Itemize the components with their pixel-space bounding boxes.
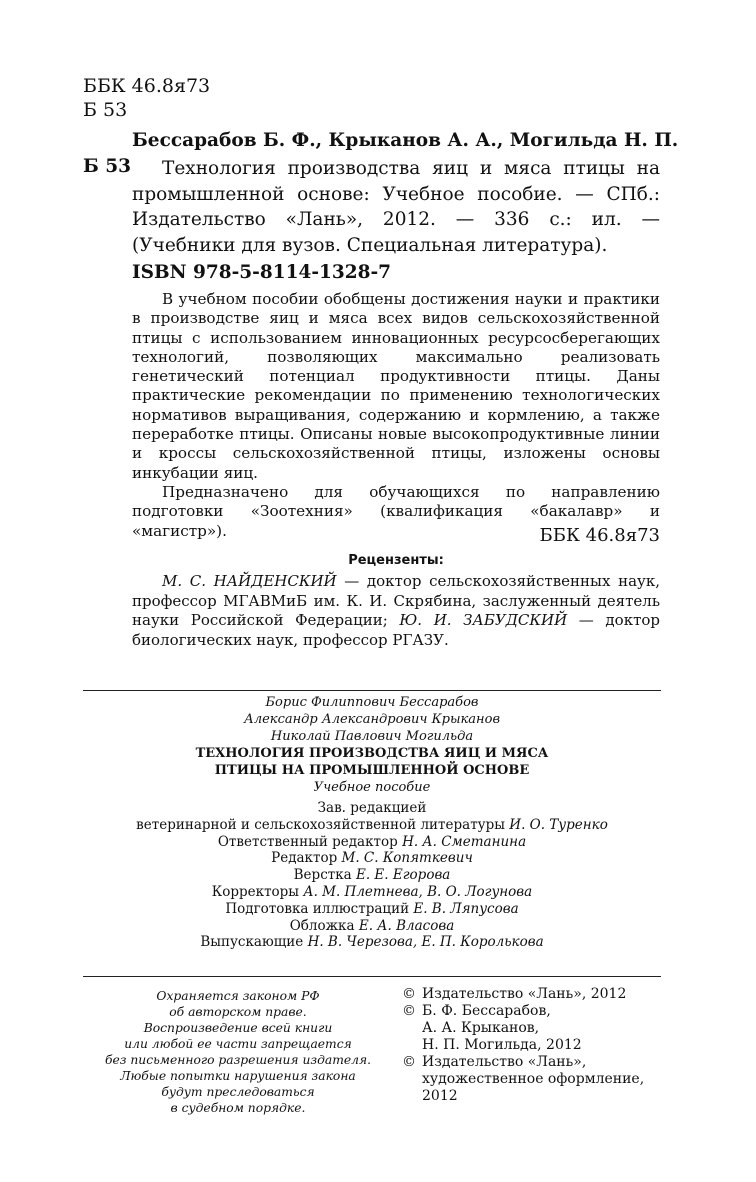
credit-line: Подготовка иллюстраций Е. В. Ляпусова <box>225 900 519 917</box>
credit-line: Ответственный редактор Н. А. Сметанина <box>217 833 527 850</box>
copyright-block <box>402 986 692 1105</box>
imprint-author: Борис Филиппович Бессарабов <box>265 695 479 710</box>
author-mark-left: Б 53 <box>83 156 131 177</box>
copyright-icon: © <box>402 986 416 1002</box>
credits-block <box>83 800 661 951</box>
annotation-paragraph: Предназначено для обучающихся по направлению подготовки «Зоотехния» (квалификация «бакалавр» и «магистр»). <box>132 482 660 540</box>
legal-line: будут преследоваться <box>161 1085 315 1099</box>
authors-heading: Бессарабов Б. Ф., Крыканов А. А., Могильда Н. П. <box>132 130 679 151</box>
reviewer-1-name: М. С. НАЙДЕНСКИЙ <box>162 572 337 590</box>
copyright-line: 2012 <box>422 1088 458 1104</box>
bibliography-text: Технология производства яиц и мяса птицы на промышленной основе: Учебное пособие. — СПб.: Издательство «Лань», 2012. — 336 с.: ил. — (Учебники для вузов. Специальная литература). <box>132 158 660 256</box>
legal-line: без письменного разрешения издателя. <box>104 1053 372 1067</box>
credit-line: Обложка Е. А. Власова <box>289 917 455 934</box>
imprint-title-line: ТЕХНОЛОГИЯ ПРОИЗВОДСТВА ЯИЦ И МЯСА <box>195 746 549 761</box>
copyright-line: Издательство «Лань», 2012 <box>422 986 627 1002</box>
annotation-paragraph: В учебном пособии обобщены достижения науки и практики в производстве яиц и мяса всех видов сельскохозяйственной птицы с использованием инновационных ресурсосберегающих технологий, позволяющих максимально реализовать генетический потенциал продуктивности птицы. Даны практические рекомендации по применению технологических нормативов выращивания, содержанию и кормлению, а также переработке птицы. Описаны новые высокопродуктивные линии и кроссы сельскохозяйственной птицы, изложены основы инкубации яиц. <box>132 290 660 482</box>
legal-line: Любые попытки нарушения закона <box>120 1069 356 1083</box>
legal-line: Воспроизведение всей книги <box>143 1021 333 1035</box>
bbk-header <box>83 74 210 122</box>
legal-notice <box>83 988 393 1116</box>
bbk-code-bottom: ББК 46.8я73 <box>539 525 660 546</box>
credit-line: Редактор М. С. Копяткевич <box>271 850 473 867</box>
imprint-block <box>83 694 661 796</box>
copyright-line: Издательство «Лань», <box>422 1054 587 1070</box>
bibliographic-description <box>132 156 660 258</box>
imprint-author: Николай Павлович Могильда <box>270 729 474 744</box>
copyright-line: Н. П. Могильда, 2012 <box>422 1037 582 1053</box>
reviewer-1-desc: — доктор сельскохозяйственных наук, профессор МГАВМиБ им. К. И. Скрябина, заслуженный деятель науки Российской Федерации; <box>132 572 660 629</box>
legal-line: об авторском праве. <box>169 1005 307 1019</box>
isbn: ISBN 978-5-8114-1328-7 <box>132 262 392 283</box>
copyright-icon: © <box>402 1003 416 1019</box>
legal-line: в судебном порядке. <box>170 1101 306 1115</box>
credit-line: Выпускающие Н. В. Черезова, Е. П. Королькова <box>200 934 544 951</box>
copyright-line: художественное оформление, <box>422 1071 645 1087</box>
divider-line <box>83 976 661 977</box>
reviewer-2-desc: — доктор биологических наук, профессор РГАЗУ. <box>132 611 660 649</box>
copyright-line: Б. Ф. Бессарабов, <box>422 1003 551 1019</box>
annotation <box>132 290 660 541</box>
imprint-author: Александр Александрович Крыканов <box>243 712 501 727</box>
reviewers-title: Рецензенты: <box>348 553 444 568</box>
author-mark: Б 53 <box>83 99 128 121</box>
credit-line: ветеринарной и сельскохозяйственной литературы И. О. Туренко <box>136 816 608 833</box>
reviewers-text <box>132 572 660 650</box>
copyright-line: А. А. Крыканов, <box>422 1020 540 1036</box>
credit-line: Верстка Е. Е. Егорова <box>293 867 451 884</box>
divider-line <box>83 690 661 691</box>
imprint-subtitle: Учебное пособие <box>313 780 431 795</box>
reviewer-2-name: Ю. И. ЗАБУДСКИЙ <box>399 611 568 629</box>
bbk-code: ББК 46.8я73 <box>83 75 211 97</box>
copyright-icon: © <box>402 1054 416 1070</box>
legal-line: Охраняется законом РФ <box>156 989 320 1003</box>
imprint-title-line: ПТИЦЫ НА ПРОМЫШЛЕННОЙ ОСНОВЕ <box>214 763 530 778</box>
credit-line: Корректоры А. М. Плетнева, В. О. Логунова <box>211 883 533 900</box>
legal-line: или любой ее части запрещается <box>124 1037 352 1051</box>
credit-line: Зав. редакцией <box>317 800 427 816</box>
